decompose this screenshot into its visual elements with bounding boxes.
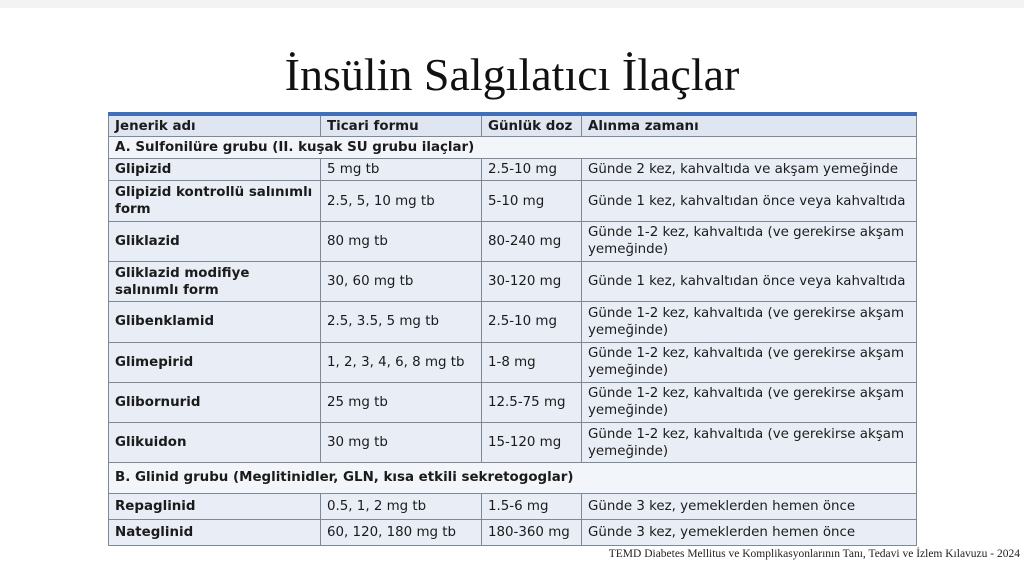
drug-table — [108, 112, 917, 546]
timing-cell: Günde 1-2 kez, kahvaltıda (ve gerekirse akşam yemeğinde) — [582, 302, 917, 342]
daily-dose-cell: 2.5-10 mg — [482, 302, 582, 342]
header-timing: Alınma zamanı — [582, 114, 917, 137]
page-title: İnsülin Salgılatıcı İlaçlar — [284, 49, 740, 100]
table-row — [109, 342, 917, 382]
trade-form-cell: 60, 120, 180 mg tb — [321, 519, 482, 545]
trade-form-cell: 25 mg tb — [321, 382, 482, 422]
drug-name-cell: Glipizid — [109, 159, 321, 181]
daily-dose-cell: 12.5-75 mg — [482, 382, 582, 422]
trade-form-cell: 2.5, 5, 10 mg tb — [321, 181, 482, 221]
table-row — [109, 382, 917, 422]
timing-cell: Günde 3 kez, yemeklerden hemen önce — [582, 493, 917, 519]
header-trade-form: Ticari formu — [321, 114, 482, 137]
drug-name-cell: Glibornurid — [109, 382, 321, 422]
drug-name-cell: Gliklazid modifiye salınımlı form — [109, 261, 321, 301]
table-row — [109, 423, 917, 463]
timing-cell: Günde 1-2 kez, kahvaltıda (ve gerekirse akşam yemeğinde) — [582, 382, 917, 422]
group-row-glinide — [109, 463, 917, 493]
timing-cell: Günde 1 kez, kahvaltıdan önce veya kahvaltıda — [582, 261, 917, 301]
timing-cell: Günde 1-2 kez, kahvaltıda (ve gerekirse akşam yemeğinde) — [582, 423, 917, 463]
drug-name-cell: Repaglinid — [109, 493, 321, 519]
top-bar — [0, 0, 1024, 8]
trade-form-cell: 2.5, 3.5, 5 mg tb — [321, 302, 482, 342]
trade-form-cell: 80 mg tb — [321, 221, 482, 261]
table-row — [109, 302, 917, 342]
daily-dose-cell: 1-8 mg — [482, 342, 582, 382]
header-generic-name: Jenerik adı — [109, 114, 321, 137]
table-row — [109, 519, 917, 545]
source-citation: TEMD Diabetes Mellitus ve Komplikasyonlarının Tanı, Tedavi ve İzlem Kılavuzu - 2024 — [608, 548, 1020, 560]
daily-dose-cell: 80-240 mg — [482, 221, 582, 261]
timing-cell: Günde 1-2 kez, kahvaltıda (ve gerekirse akşam yemeğinde) — [582, 221, 917, 261]
timing-cell: Günde 3 kez, yemeklerden hemen önce — [582, 519, 917, 545]
drug-name-cell: Glikuidon — [109, 423, 321, 463]
drug-name-cell: Glipizid kontrollü salınımlı form — [109, 181, 321, 221]
trade-form-cell: 30 mg tb — [321, 423, 482, 463]
header-daily-dose: Günlük doz — [482, 114, 582, 137]
daily-dose-cell: 15-120 mg — [482, 423, 582, 463]
trade-form-cell: 1, 2, 3, 4, 6, 8 mg tb — [321, 342, 482, 382]
daily-dose-cell: 180-360 mg — [482, 519, 582, 545]
group-row-sulfonylurea — [109, 137, 917, 159]
group-label: A. Sulfonilüre grubu (II. kuşak SU grubu ilaçlar) — [109, 137, 917, 159]
table-row — [109, 261, 917, 301]
group-label: B. Glinid grubu (Meglitinidler, GLN, kısa etkili sekretogoglar) — [109, 463, 917, 493]
table-row — [109, 221, 917, 261]
drug-name-cell: Nateglinid — [109, 519, 321, 545]
table-row — [109, 493, 917, 519]
drug-name-cell: Glimepirid — [109, 342, 321, 382]
timing-cell: Günde 1 kez, kahvaltıdan önce veya kahvaltıda — [582, 181, 917, 221]
daily-dose-cell: 1.5-6 mg — [482, 493, 582, 519]
timing-cell: Günde 1-2 kez, kahvaltıda (ve gerekirse akşam yemeğinde) — [582, 342, 917, 382]
trade-form-cell: 0.5, 1, 2 mg tb — [321, 493, 482, 519]
drug-name-cell: Gliklazid — [109, 221, 321, 261]
trade-form-cell: 30, 60 mg tb — [321, 261, 482, 301]
timing-cell: Günde 2 kez, kahvaltıda ve akşam yemeğinde — [582, 159, 917, 181]
trade-form-cell: 5 mg tb — [321, 159, 482, 181]
table-row — [109, 159, 917, 181]
daily-dose-cell: 2.5-10 mg — [482, 159, 582, 181]
table-row — [109, 181, 917, 221]
table-header-row — [109, 114, 917, 137]
drug-name-cell: Glibenklamid — [109, 302, 321, 342]
daily-dose-cell: 30-120 mg — [482, 261, 582, 301]
daily-dose-cell: 5-10 mg — [482, 181, 582, 221]
